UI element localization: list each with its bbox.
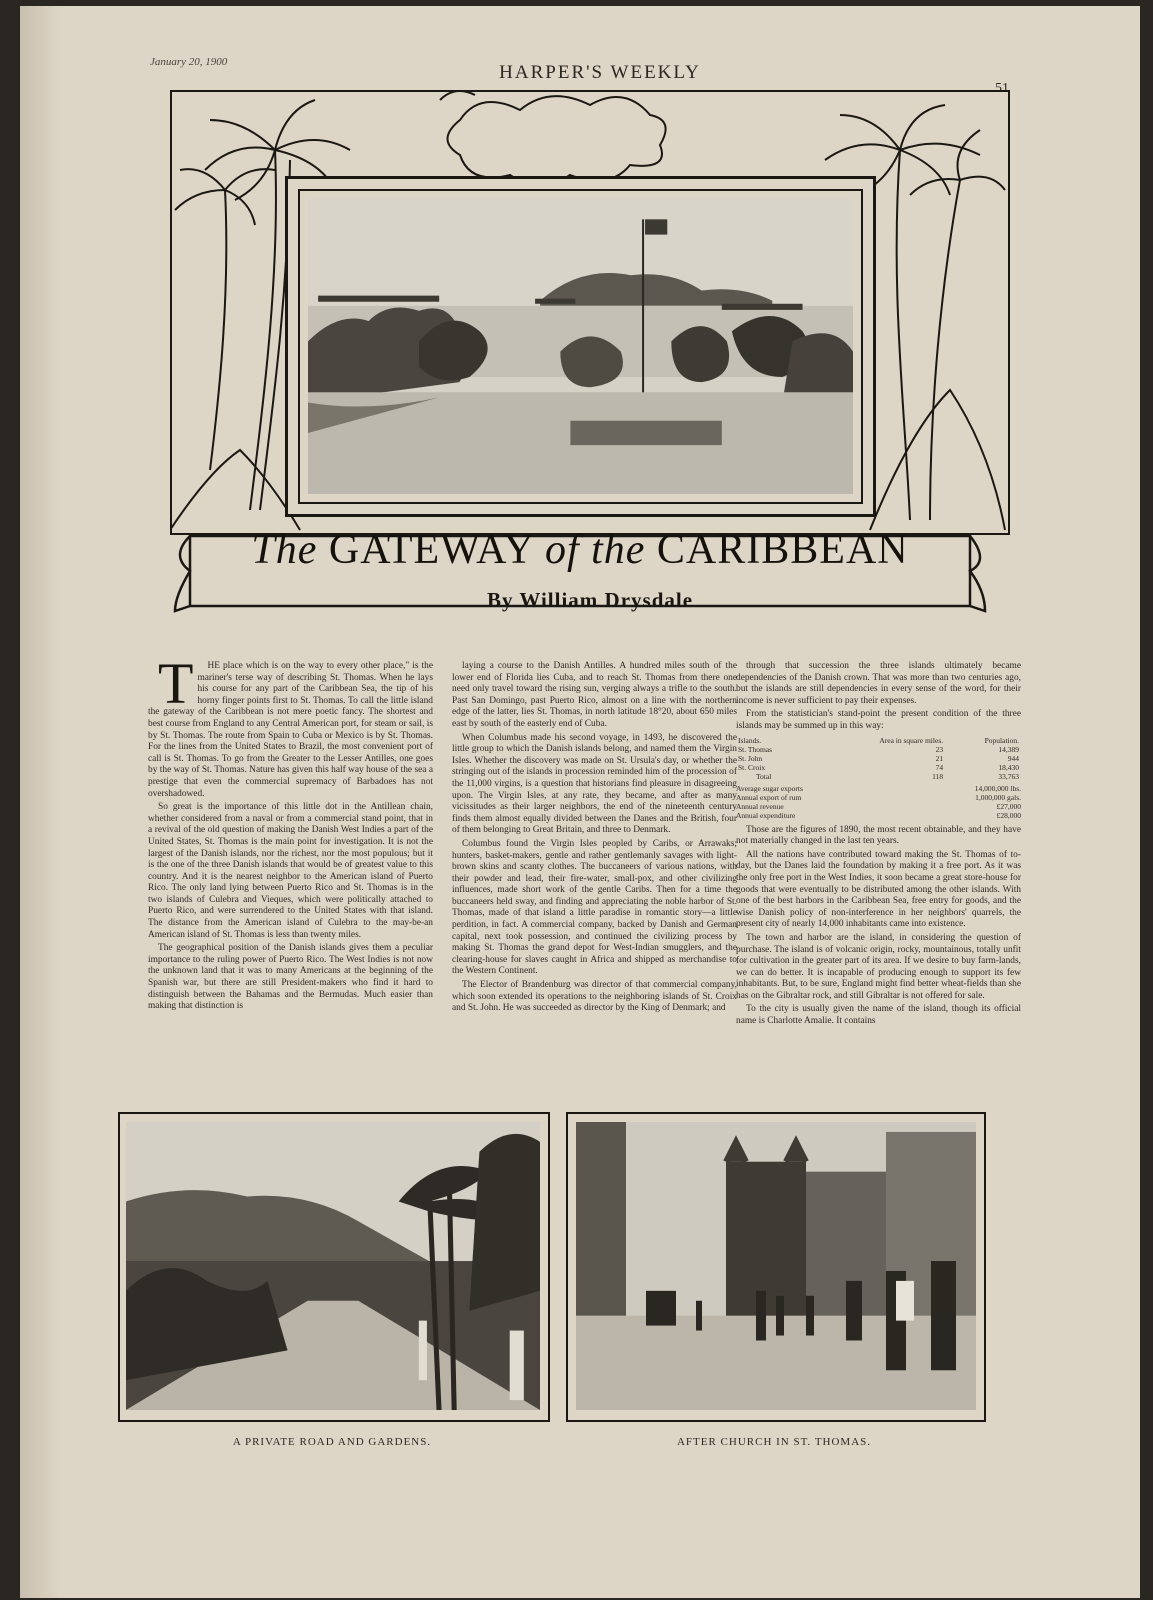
byline: By William Drysdale xyxy=(486,588,694,612)
figure-row: Annual revenue £27,000 xyxy=(736,801,1021,811)
issue-date: January 20, 1900 xyxy=(150,56,228,68)
table-row xyxy=(736,754,1021,763)
harbor-photo-frame xyxy=(285,176,876,517)
paragraph: To the city is usually given the name of the island, though its official name is Charlotte Amalie. It contains xyxy=(736,1004,1021,1027)
table-cell: Total xyxy=(756,771,772,781)
title-word-gateway: GATEWAY xyxy=(328,527,534,573)
islands-statistics-table xyxy=(736,736,1021,781)
table-cell: 21 xyxy=(935,753,944,763)
table-cell: 33,763 xyxy=(998,771,1019,781)
private-road-photo xyxy=(126,1122,540,1410)
street-photo-frame xyxy=(566,1112,986,1422)
article-title xyxy=(20,526,1140,574)
title-word-the: The xyxy=(251,527,318,573)
after-church-photo xyxy=(576,1122,976,1410)
text-column-3 xyxy=(736,661,1021,1030)
paragraph: So great is the importance of this little dot in the Antillean chain, whether considered from a naval or from a commercial stand point, that in a revival of the old question of making the Danish West Indies a part of the United States, St. Thomas is the main point for investigation. It is not the largest of the Danish islands, nor the richest, nor the most populous; but it is the one of the three Danish islands that would be of greatest value to this country. And it is the nearest neighbor to the American island of Puerto Rico. The only land lying between Puerto Rico and St. Thomas is in the two islands of Culebra and Vieques, which were politically attached to Puerto Rico, and were surrendered to the United States with that island. The distance from the American island of Culebra to the may-be-an American island of St. Thomas is less than twenty miles. xyxy=(148,802,433,940)
table-cell: 74 xyxy=(935,762,944,772)
figure-row: Annual expenditure £28,000 xyxy=(736,810,1021,820)
text-column-2 xyxy=(452,661,737,1017)
table-cell: St. John xyxy=(738,753,763,763)
paragraph: From the statistician's stand-point the present condition of the three islands may be summed up in this way: xyxy=(736,709,1021,731)
harbor-photo xyxy=(308,199,853,494)
table-header: Population. xyxy=(984,735,1019,745)
title-word-of-the: of the xyxy=(544,527,646,573)
paragraph: T HE place which is on the way to every other place," is the mariner's terse way of describing St. Thomas. When he lays his course for any part of the Caribbean Sea, the tip of his horny finger points first to St. Thomas. To call the little island the gateway of the Caribbean is not mere poetic fancy. The shortest and best course from England to any Central American port, for steam or sail, is by St. Thomas. The route from Spain to Cuba or Mexico is by St. Thomas. For the lines from the United States to Brazil, the most convenient port of call is St. Thomas. To go from the Greater to the Lesser Antilles, one goes by the way of St. Thomas. Nature has given this half way house of the sea a prestige that even the commercial supremacy of Barbadoes has not overshadowed. xyxy=(148,651,433,799)
text-column-1 xyxy=(148,651,433,1015)
table-header: Islands. xyxy=(738,735,762,745)
road-photo-frame xyxy=(118,1112,550,1422)
paragraph: The geographical position of the Danish islands gives them a peculiar importance to the ruling power of Puerto Rico. The West Indies is not now the unknown land that it was to many Americans at the beginning of the Spanish war, but there are still President-makers who find it hard to distinguish between the Bahamas and the Bermudas. Much easier than making that distinction is xyxy=(148,943,433,1012)
table-cell: St. Thomas xyxy=(738,744,773,754)
table-cell: St. Croix xyxy=(738,762,766,772)
caption-private-road: A PRIVATE ROAD AND GARDENS. xyxy=(232,1436,432,1448)
paragraph: laying a course to the Danish Antilles. A hundred miles south of the lower end of Florida lies Cuba, and to reach St. Thomas from there one need only travel toward the rising sun, verging always a trifle to the south. Past San Domingo, past Puerto Rico, almost on a line with the northern edge of the latter, lies St. Thomas, in north latitude 18°20, about 650 miles east by south of the easterly end of Cuba. xyxy=(452,661,737,729)
harbor-photo-inner-frame xyxy=(298,189,863,504)
table-header: Area in square miles. xyxy=(879,735,944,745)
table-cell: 18,430 xyxy=(998,762,1019,772)
paragraph: All the nations have contributed toward making the St. Thomas of to-day, but the Danes laid the foundation by making it a free port. As it was the only free port in the West Indies, it soon became a great store-house for goods that were eventually to be distributed among the other islands. With one of the best harbors in the Caribbean Sea, free entry for goods, and the wise Danish policy of non-interference in her neighbors' quarrels, the present city of nearly 14,000 inhabitants came into existence. xyxy=(736,849,1021,930)
table-cell: 23 xyxy=(935,744,944,754)
paragraph: Those are the figures of 1890, the most recent obtainable, and they have not materially changed in the last ten years. xyxy=(736,824,1021,847)
drop-cap: T xyxy=(158,651,194,716)
magazine-page xyxy=(20,6,1140,1598)
table-header-row xyxy=(736,736,1021,745)
table-row xyxy=(736,763,1021,772)
page-number: 51 xyxy=(995,81,1009,96)
figure-row: Annual export of rum 1,000,000 gals. xyxy=(736,792,1021,802)
revenue-figures xyxy=(736,784,1021,820)
figure-row: Average sugar exports 14,000,000 lbs. xyxy=(736,783,1021,793)
paragraph: Columbus found the Virgin Isles peopled by Caribs, or Arrawaks; hunters, basket-makers, gentle and rather gentlemanly savages with light-brown skins and scanty clothes. The buccaneers of various nations, with their powder and lead, their fire-water, small-pox, and other civilizing influences, made short work of the gentle Caribs. Then for a time the buccaneers held sway, and finding and appreciating the noble harbor of St. Thomas, made of that island a little paradise in romantic story—a little perdition, in fact. A commercial company, backed by Danish and German capital, next took possession, and continued the civilizing process by making St. Thomas the grand depot for West-Indian smugglers, and the clearing-house for slaves caught in Africa and shipped as merchandise to the Western Continent. xyxy=(452,838,737,977)
paragraph: The Elector of Brandenburg was director of that commercial company, which soon extended its operations to the neighboring islands of St. Croix and St. John. He was succeeded as director by the King of Denmark; and xyxy=(452,980,737,1014)
title-word-caribbean: CARIBBEAN xyxy=(656,527,909,573)
paragraph: The town and harbor are the island, in considering the question of purchase. The island is of volcanic origin, rocky, mountainous, totally unfit for cultivation in the greater part of its area. If we desire to buy farm-lands, we can do better. It is incapable of producing enough to support its few inhabitants. But, to be sure, England might find better wheat-fields than she has on the Gibraltar rock, and still Gibraltar is not offered for sale. xyxy=(736,932,1021,1001)
table-cell: 118 xyxy=(932,771,944,781)
caption-after-church: AFTER CHURCH IN ST. THOMAS. xyxy=(676,1436,872,1448)
paragraph: through that succession the three islands ultimately became dependencies of the Danish crown. That was more than two centuries ago, but the islands are still dependencies in every sense of the word, for their income is never sufficient to pay their expenses. xyxy=(736,661,1021,706)
table-total-row xyxy=(736,772,1021,781)
table-cell: 14,389 xyxy=(998,744,1019,754)
table-row xyxy=(736,745,1021,754)
publication-title: HARPER'S WEEKLY xyxy=(499,62,701,83)
table-cell: 944 xyxy=(1007,753,1019,763)
paragraph: When Columbus made his second voyage, in 1493, he discovered the little group to which the Danish islands belong, and named them the Virgin Isles. Whether the discovery was made on St. Ursula's day, or whether the stringing out of the islands in procession reminded him of the procession of the 11,000 virgins, is a question that historians find pleasure in disagreeing upon. The Virgin Isles, at any rate, they became, and after as many vicissitudes as their larger neighbors, the end of the nineteenth century finds them almost equally divided between the Danes and the British, four of them belonging to Great Britain, and three to Denmark. xyxy=(452,732,737,836)
